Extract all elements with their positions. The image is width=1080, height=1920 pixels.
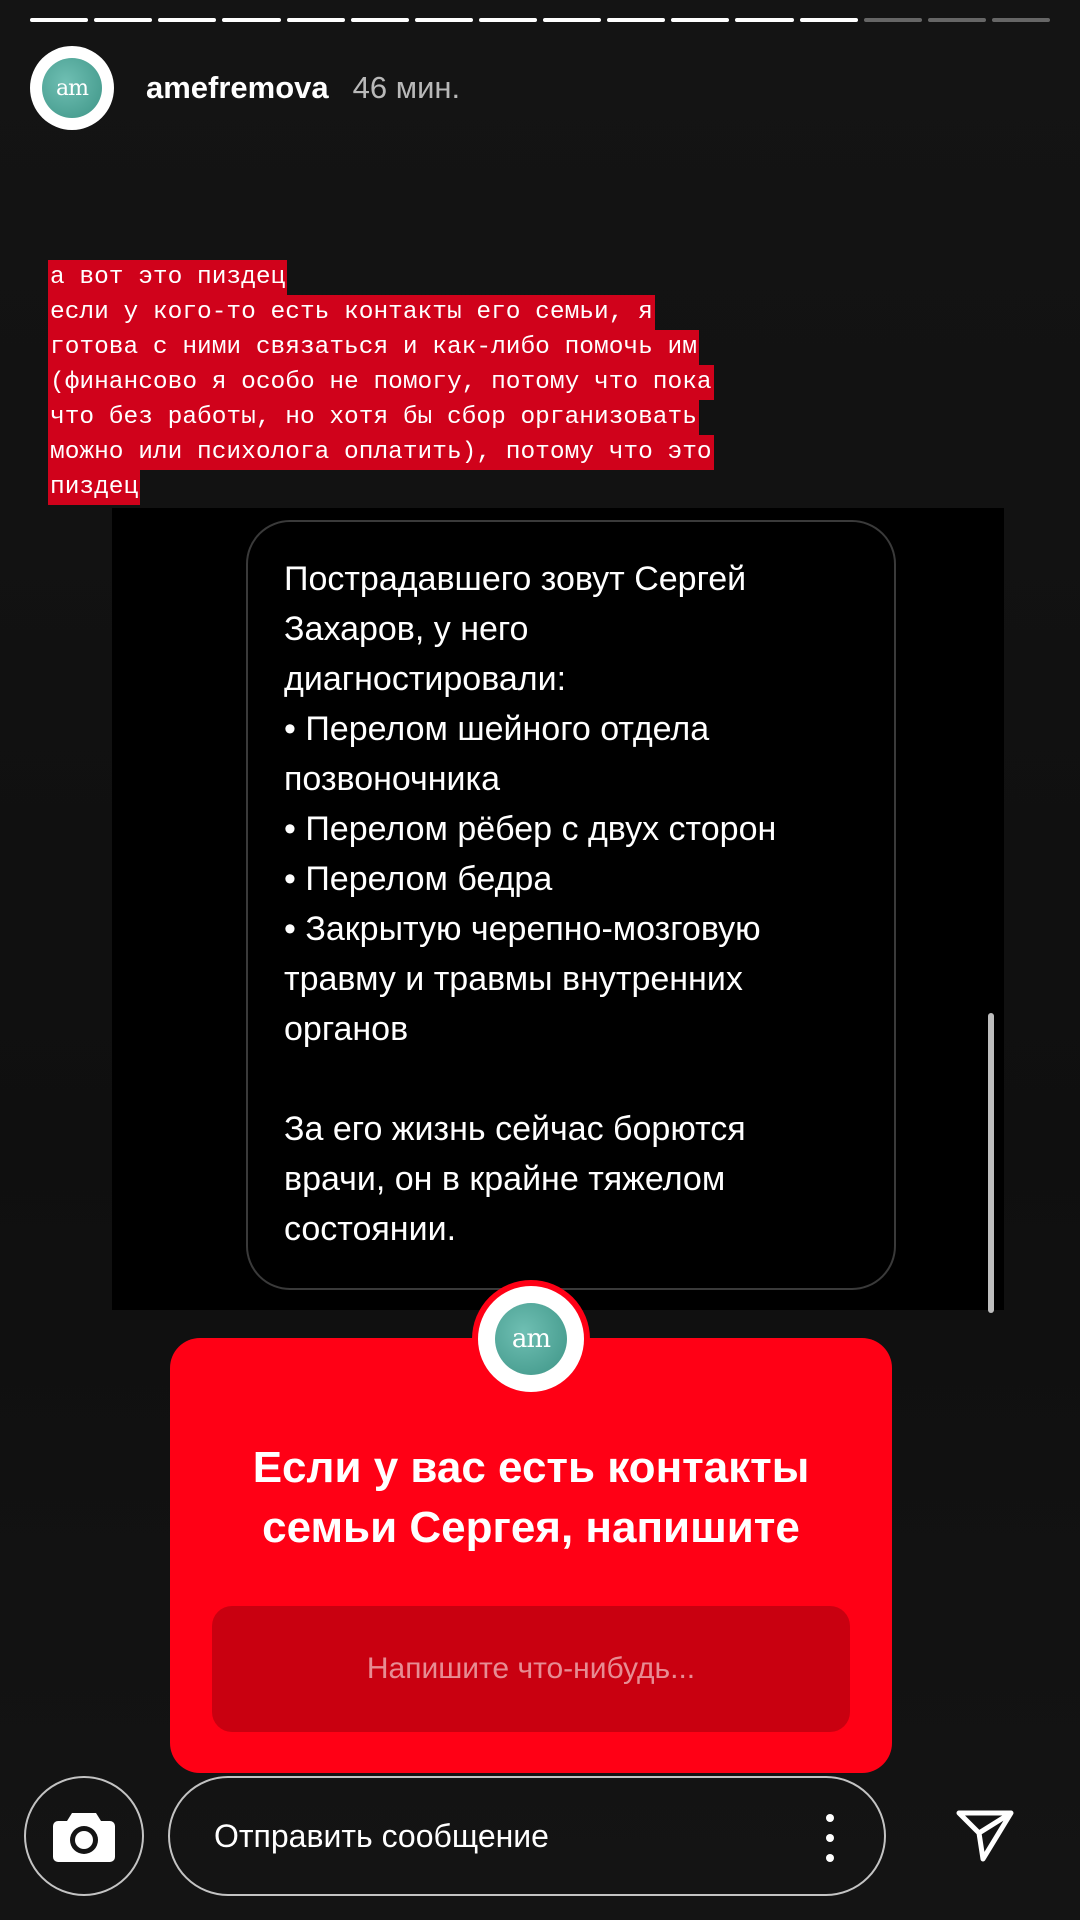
message-line: врачи, он в крайне тяжелом [284,1160,726,1198]
story-time: 46 мин. [352,70,461,105]
progress-segment [800,18,858,22]
progress-segment [543,18,601,22]
username[interactable]: amefremova [146,70,329,105]
message-line: • Перелом бедра [284,860,553,898]
message-line: • Перелом рёбер с двух сторон [284,810,777,848]
more-vertical-icon[interactable] [826,1814,834,1862]
message-line: • Перелом шейного отдела [284,710,710,748]
story-header [30,46,460,130]
send-message-input[interactable] [168,1776,886,1896]
camera-button[interactable] [24,1776,144,1896]
progress-segment [415,18,473,22]
progress-segment [158,18,216,22]
send-icon [955,1807,1015,1863]
camera-icon [52,1809,116,1863]
message-line: За его жизнь сейчас борются [284,1110,746,1148]
progress-segment [30,18,88,22]
sticker-avatar [472,1280,590,1398]
progress-segment [671,18,729,22]
message-line: • Закрытую черепно-мозговую [284,910,761,948]
progress-segment [992,18,1050,22]
message-input-placeholder: Отправить сообщение [214,1817,549,1854]
caption-line: готова с ними связаться и как-либо помочь им [48,330,699,365]
message-line: позвоночника [284,760,501,798]
send-button[interactable] [950,1800,1020,1870]
progress-segment [351,18,409,22]
progress-segment [864,18,922,22]
screenshot-inset [112,508,1004,1310]
avatar-monogram: am [495,1303,567,1375]
sticker-question [190,1438,872,1558]
message-line: Пострадавшего зовут Сергей [284,560,747,598]
story-progress [30,18,1050,24]
inset-scrollbar [988,1013,994,1313]
caption-line: если у кого-то есть контакты его семьи, я [48,295,655,330]
caption-line: (финансово я особо не помогу, потому что пока [48,365,714,400]
message-line: Захаров, у него [284,610,529,648]
message-line: травму и травмы внутренних [284,960,743,998]
progress-segment [607,18,665,22]
progress-segment [479,18,537,22]
sticker-answer-input[interactable]: Напишите что-нибудь... [212,1606,850,1732]
message-bubble [246,520,896,1290]
caption-line: пиздец [48,470,140,505]
user-avatar[interactable] [30,46,114,130]
caption-line: можно или психолога оплатить), потому что это [48,435,714,470]
progress-segment [928,18,986,22]
avatar-monogram: am [42,58,102,118]
progress-segment [94,18,152,22]
message-line: диагностировали: [284,660,567,698]
progress-segment [287,18,345,22]
sticker-question-line: Если у вас есть контакты [252,1443,810,1492]
question-sticker[interactable] [170,1338,892,1773]
message-line: состоянии. [284,1210,457,1248]
caption-line: а вот это пиздец [48,260,287,295]
progress-segment [222,18,280,22]
sticker-question-line: семьи Сергея, напишите [262,1503,800,1552]
message-line: органов [284,1010,409,1048]
story-caption [48,260,908,505]
progress-segment [735,18,793,22]
caption-line: что без работы, но хотя бы сбор организовать [48,400,699,435]
